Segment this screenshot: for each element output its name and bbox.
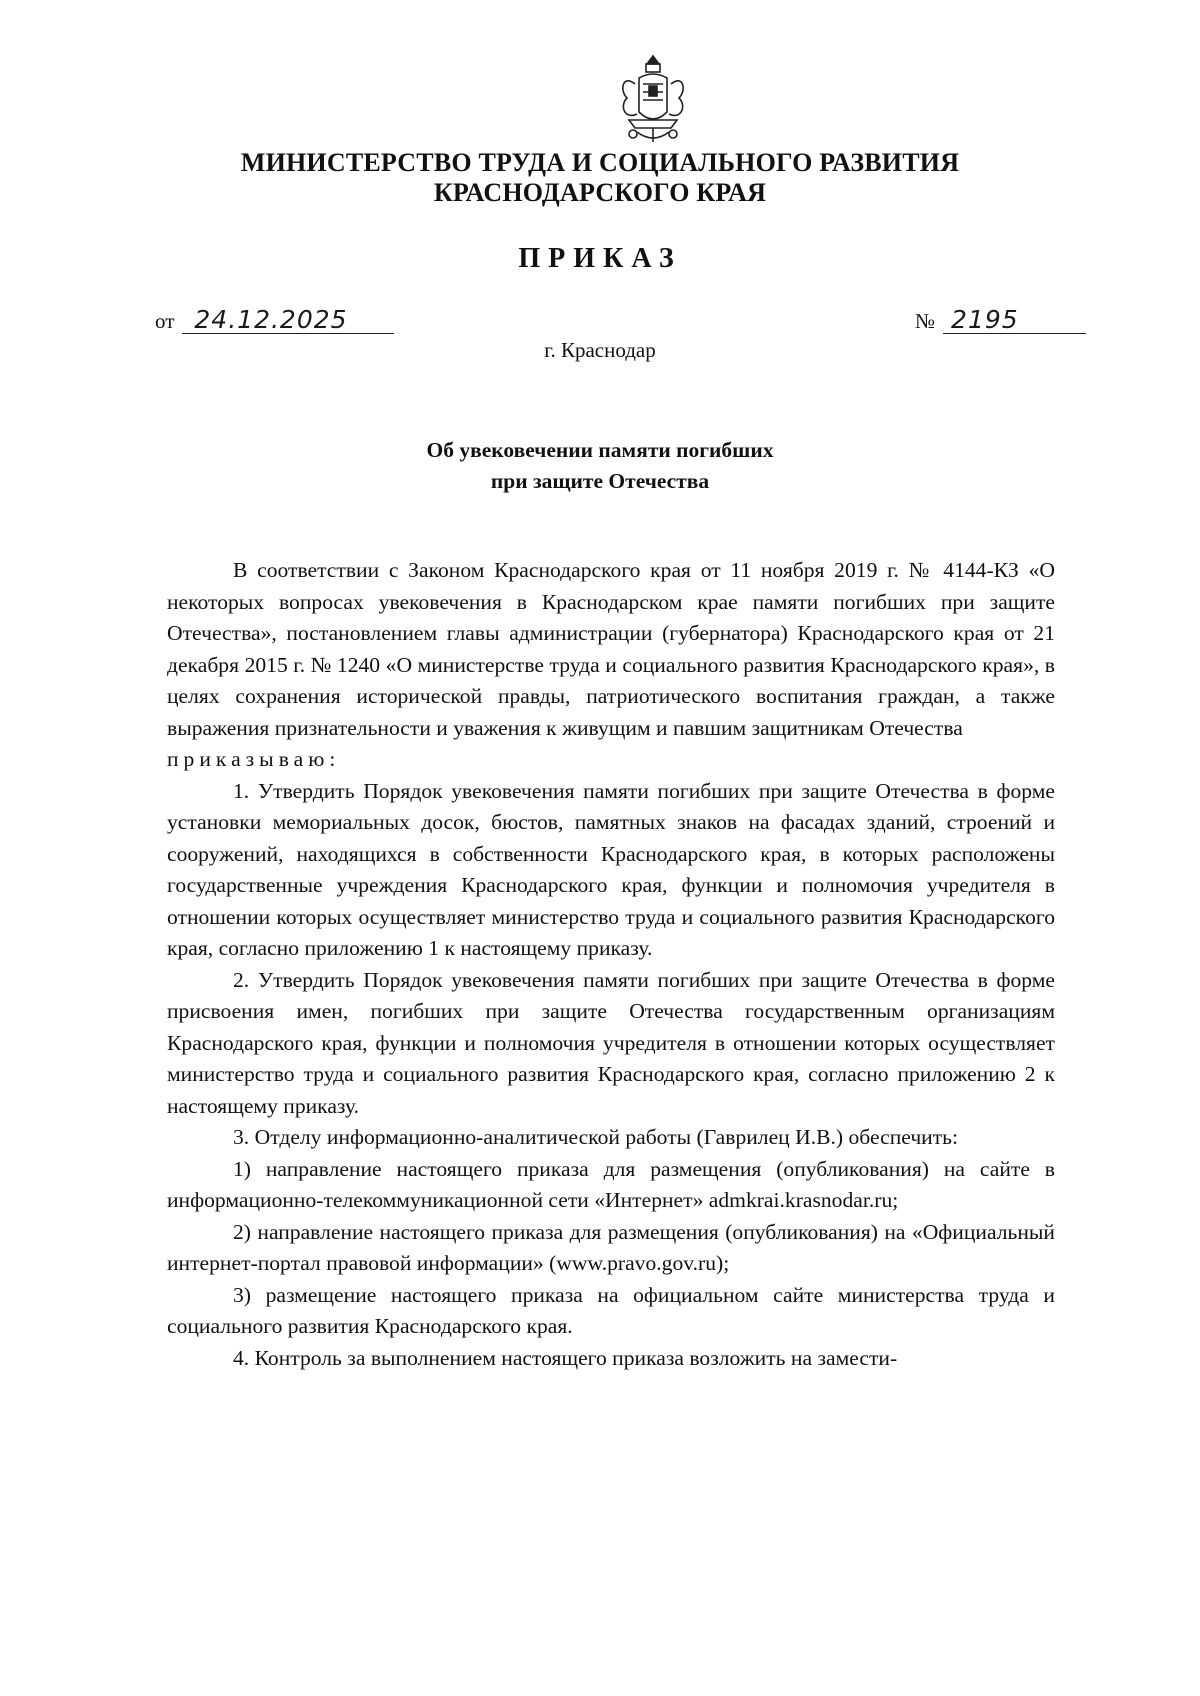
order-subject	[300, 435, 900, 497]
city: г. Краснодар	[544, 338, 656, 362]
paragraph-3-1: 1) направление настоящего приказа для размещения (опубликования) на сайте в информационно-телекоммуникационной сети «Интернет» admkrai.krasnodar.ru;	[167, 1156, 1055, 1212]
order-body	[167, 555, 1055, 1374]
order-word: приказываю:	[167, 747, 341, 771]
paragraph-4: 4. Контроль за выполнением настоящего приказа возложить на замести-	[233, 1345, 898, 1370]
document-type: ПРИКАЗ	[518, 243, 682, 274]
order-number	[915, 305, 1086, 334]
paragraph-1: 1. Утвердить Порядок увековечения памяти погибших при защите Отечества в форме установки мемориальных досок, бюстов, памятных знаков на фасадах зданий, строений и сооружений, находящихся в собственности Краснодарского края, в которых расположены государственные учреждения Краснодарского края, функции и полномочия учредителя в отношении которых осуществляет министерство труда и социального развития Краснодарского края, согласно приложению 1 к настоящему приказу.	[167, 778, 1055, 960]
handwritten-number: 2195	[951, 305, 1019, 334]
ministry-name-line1: МИНИСТЕРСТВО ТРУДА И СОЦИАЛЬНОГО РАЗВИТИЯ	[240, 148, 960, 177]
paragraph-3-3: 3) размещение настоящего приказа на официальном сайте министерства труда и социального развития Краснодарского края.	[167, 1282, 1055, 1338]
number-field	[943, 305, 1086, 334]
date-prefix: от	[155, 309, 175, 333]
order-date	[155, 305, 394, 334]
paragraph-2: 2. Утвердить Порядок увековечения памяти погибших при защите Отечества в форме присвоения имен, погибших при защите Отечества государственным организациям Краснодарского края, функции и полномочия учредителя в отношении которых осуществляет министерство труда и социального развития Краснодарского края, согласно приложению 2 к настоящему приказу.	[167, 967, 1055, 1118]
subject-line1: Об увековечении памяти погибших	[426, 438, 774, 462]
ministry-name-line2: КРАСНОДАРСКОГО КРАЯ	[433, 178, 767, 207]
handwritten-date: 24.12.2025	[194, 305, 348, 334]
krasnodar-coat-of-arms-icon	[613, 54, 693, 146]
number-prefix: №	[915, 309, 936, 333]
paragraph-3-2: 2) направление настоящего приказа для размещения (опубликования) на «Официальный интернет-портал правовой информации» (www.pravo.gov.ru);	[167, 1219, 1055, 1275]
ministry-name	[150, 148, 1050, 208]
date-field	[182, 305, 394, 334]
subject-line2: при защите Отечества	[490, 469, 710, 493]
preamble-paragraph: В соответствии с Законом Краснодарского края от 11 ноября 2019 г. № 4144-КЗ «О некоторых вопросах увековечения в Краснодарском крае памяти погибших при защите Отечества», постановлением главы администрации (губернатора) Краснодарского края от 21 декабря 2015 г. № 1240 «О министерстве труда и социального развития Краснодарского края», в целях сохранения исторической правды, патриотического воспитания граждан, а также выражения признательности и уважения к живущим и павшим защитникам Отечества	[167, 558, 1055, 740]
paragraph-3: 3. Отделу информационно-аналитической работы (Гаврилец И.В.) обеспечить:	[233, 1125, 959, 1149]
